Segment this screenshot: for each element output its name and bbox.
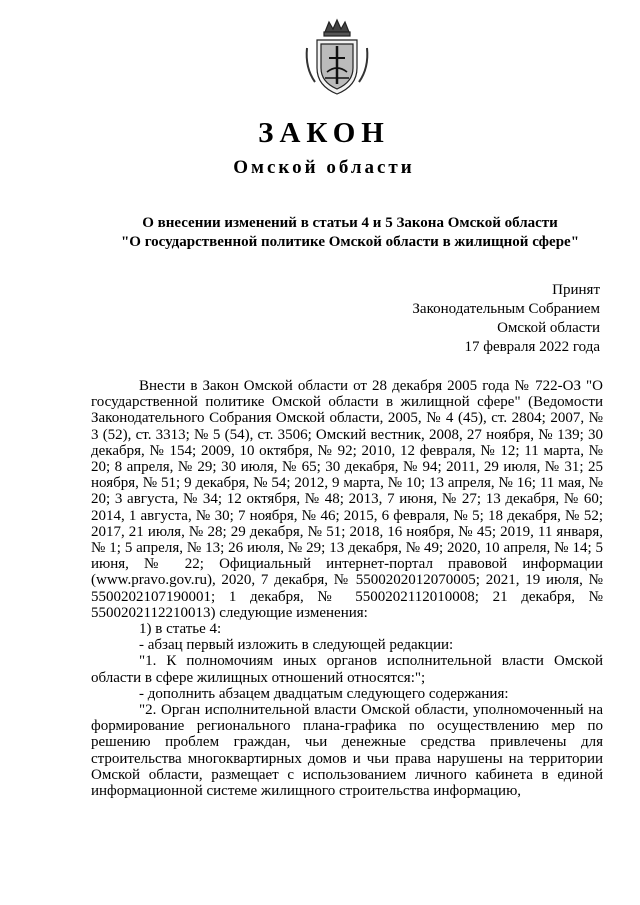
accepted-line: Законодательным Собранием [412,301,600,317]
body-paragraph: "1. К полномочиям иных органов исполнительной власти Омской области в сфере жилищных отношений относятся:"; [91,653,603,686]
document-subtitle: Омской области [233,157,415,178]
document-body [91,378,603,799]
law-heading-line: "О государственной политике Омской области в жилищной сфере" [120,234,580,250]
accepted-line: Принят [552,282,600,298]
document-title: ЗАКОН [258,117,390,149]
body-paragraph: Внести в Закон Омской области от 28 декабря 2005 года № 722-ОЗ "О государственной политике Омской области в жилищной сфере" (Ведомости Законодательного Собрания Омской области, 2005, № 4 (45), ст. 2804; 2007, № 3 (52), ст. 3313; № 5 (54), ст. 3506; Омский вестник, 2008, 27 ноября, № 139; 30 декабря, № 154; 2009, 10 октября, № 92; 2010, 12 февраля, № 12; 11 марта, № 20; 8 апреля, № 29; 30 июля, № 65; 30 декабря, № 94; 2011, 29 июля, № 31; 25 ноября, № 51; 9 декабря, № 54; 2012, 9 марта, № 10; 13 апреля, № 16; 11 мая, № 20; 3 августа, № 34; 12 октября, № 48; 2013, 7 июня, № 27; 13 декабря, № 60; 2014, 1 августа, № 30; 7 ноября, № 46; 2015, 6 февраля, № 5; 18 декабря, № 52; 2017, 21 июля, № 28; 29 декабря, № 51; 2018, 16 ноября, № 45; 2019, 11 января, № 1; 5 апреля, № 13; 26 июля, № 29; 13 декабря, № 49; 2020, 10 апреля, № 14; 5 июня, № 22; Официальный интернет-портал правовой информации (www.pravo.gov.ru), 2020, 7 декабря, № 5500202012070005; 2021, 19 июля, № 5500202107190001; 1 декабря, № 5500202112010008; 21 декабря, № 5500202112210013) следующие изменения: [91,378,603,621]
accepted-line: Омской области [497,320,600,336]
omsk-coat-of-arms-icon [303,18,371,98]
body-paragraph: - дополнить абзацем двадцатым следующего содержания: [139,685,509,702]
body-paragraph: 1) в статье 4: [139,621,222,638]
accepted-block [340,281,600,357]
accepted-date: 17 февраля 2022 года [464,339,600,355]
law-heading [100,214,600,252]
law-heading-line: О внесении изменений в статьи 4 и 5 Закона Омской области [142,215,558,231]
body-paragraph: "2. Орган исполнительной власти Омской области, уполномоченный на формирование регионального плана-графика по осуществлению мер по решению проблем граждан, чьи денежные средства привлечены для строительства многоквартирных домов и чьи права нарушены на территории Омской области, размещает с использованием личного кабинета в единой информационной системе жилищного строительства информацию, [91,702,603,800]
body-paragraph: - абзац первый изложить в следующей редакции: [139,637,454,654]
